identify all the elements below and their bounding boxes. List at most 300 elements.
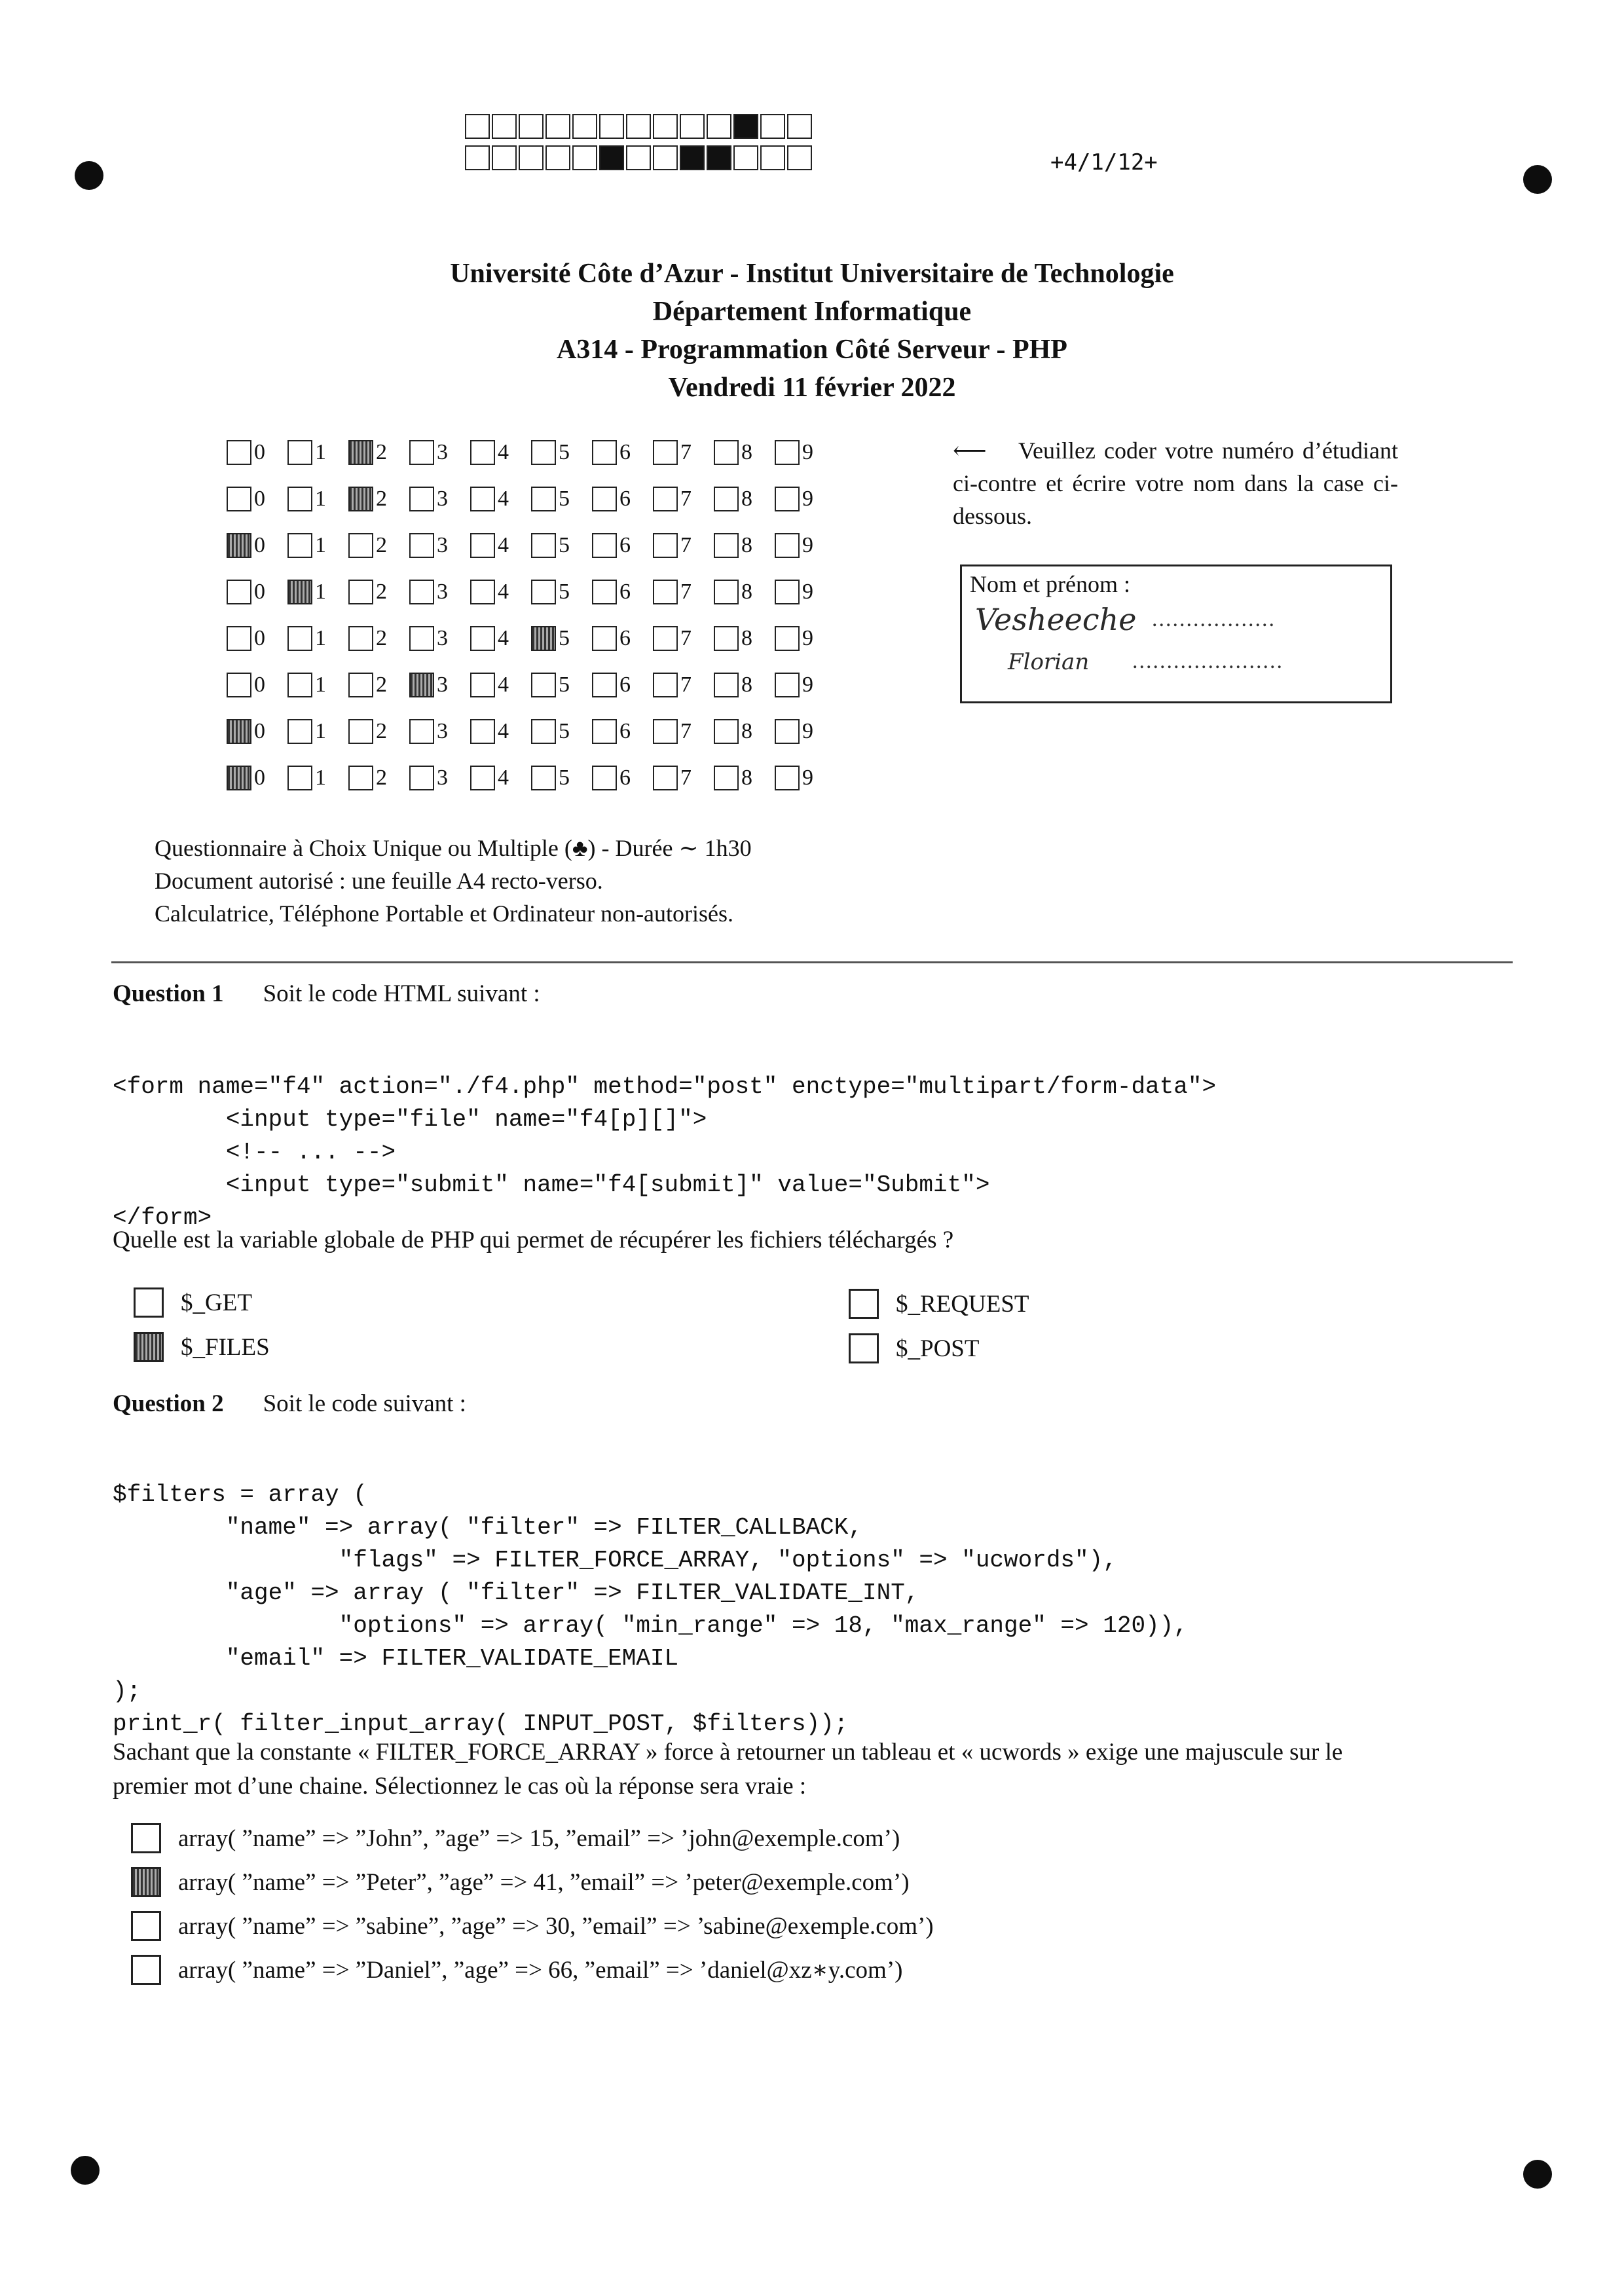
code-line: <form name="f4" action="./f4.php" method="post" enctype="multipart/form-data"> [113,1073,1217,1100]
student-id-digit: 8 [741,625,752,650]
student-id-digit: 6 [619,672,631,697]
student-id-option[interactable] [287,487,348,511]
barcode-cell [707,145,731,170]
student-id-option[interactable] [348,487,409,511]
exam-header [0,255,1624,407]
code-line: <!-- ... --> [113,1139,396,1166]
student-id-digit: 5 [559,718,570,743]
student-id-checkbox[interactable] [775,719,800,744]
student-id-option[interactable] [714,580,775,604]
student-id-checkbox[interactable] [348,719,373,744]
student-id-checkbox[interactable] [227,766,251,790]
student-id-digit: 4 [498,486,509,511]
student-id-option[interactable] [409,719,470,744]
student-id-checkbox[interactable] [775,626,800,651]
student-id-checkbox[interactable] [409,719,434,744]
student-id-checkbox[interactable] [775,487,800,511]
q1-option-label: $_POST [896,1335,980,1362]
student-id-digit: 1 [315,625,326,650]
student-id-option[interactable] [287,719,348,744]
q1-checkbox[interactable] [849,1333,879,1363]
student-id-checkbox[interactable] [531,766,556,790]
student-id-digit: 2 [376,625,387,650]
q1-checkbox[interactable] [134,1287,164,1318]
student-id-checkbox[interactable] [653,766,678,790]
student-id-option[interactable] [531,766,592,790]
student-id-checkbox[interactable] [409,487,434,511]
student-id-option[interactable] [592,487,653,511]
student-id-digit: 7 [680,625,692,650]
student-id-option[interactable] [348,719,409,744]
student-id-digit: 4 [498,765,509,790]
student-id-digit: 1 [315,672,326,697]
student-id-checkbox[interactable] [775,673,800,697]
student-id-digit: 9 [802,625,813,650]
arrow-left-icon: ⟵ [953,437,987,464]
question-2-code [113,1446,1188,1741]
student-id-checkbox[interactable] [653,673,678,697]
student-id-option[interactable] [714,673,775,697]
instructions-text: Veuillez coder votre numéro d’étudiant ci-contre et écrire votre nom dans la case ci-dessous. [953,437,1398,529]
student-id-checkbox[interactable] [531,673,556,697]
exam-info [155,832,752,930]
student-id-option[interactable] [227,673,287,697]
student-id-checkbox[interactable] [348,487,373,511]
question-1-text: Quelle est la variable globale de PHP qui permet de récupérer les fichiers téléchargés ? [113,1227,954,1253]
id-instructions [953,434,1398,532]
student-id-digit: 9 [802,439,813,464]
student-id-option[interactable] [470,719,531,744]
student-id-option[interactable] [227,626,287,651]
student-id-digit: 6 [619,532,631,557]
student-id-digit: 5 [559,439,570,464]
student-id-checkbox[interactable] [287,719,312,744]
student-id-option[interactable] [287,766,348,790]
student-id-option[interactable] [348,580,409,604]
code-line: <input type="submit" name="f4[submit]" value="Submit"> [113,1172,990,1198]
student-id-digit: 3 [437,765,448,790]
student-id-digit: 0 [254,532,265,557]
student-id-option[interactable] [775,766,836,790]
student-id-checkbox[interactable] [592,673,617,697]
student-id-checkbox[interactable] [531,626,556,651]
student-id-checkbox[interactable] [714,533,739,558]
student-id-checkbox[interactable] [348,440,373,465]
student-id-option[interactable] [592,580,653,604]
q1-option-label: $_GET [181,1289,252,1316]
name-field-label: Nom et prénom : [970,571,1130,597]
question-2-text-line: premier mot d’une chaine. Sélectionnez le cas où la réponse sera vraie : [113,1773,807,1800]
barcode-row [465,114,814,139]
student-id-digit: 8 [741,672,752,697]
student-id-digit: 2 [376,486,387,511]
student-id-option[interactable] [653,626,714,651]
question-2-intro: Soit le code suivant : [263,1390,466,1417]
code-line: "flags" => FILTER_FORCE_ARRAY, "options" => "ucwords"), [113,1547,1117,1574]
code-line: "age" => array ( "filter" => FILTER_VALIDATE_INT, [113,1580,919,1606]
student-id-digit: 5 [559,625,570,650]
student-id-row [227,661,836,708]
student-id-digit: 7 [680,579,692,604]
barcode-cell [599,114,624,139]
student-id-digit: 8 [741,439,752,464]
student-id-option[interactable] [775,719,836,744]
student-id-digit: 5 [559,579,570,604]
question-2-text [113,1735,1521,1804]
student-id-digit: 7 [680,672,692,697]
student-id-digit: 7 [680,532,692,557]
barcode-cell [572,114,597,139]
question-1-intro: Soit le code HTML suivant : [263,980,540,1007]
student-id-checkbox[interactable] [227,533,251,558]
student-id-checkbox[interactable] [409,673,434,697]
student-id-digit: 5 [559,765,570,790]
student-id-option[interactable] [653,533,714,558]
student-id-digit: 3 [437,486,448,511]
question-2-text-line: Sachant que la constante « FILTER_FORCE_ARRAY » force à retourner un tableau et « ucwords » exige une majuscule sur le [113,1739,1343,1766]
student-id-checkbox[interactable] [531,487,556,511]
student-id-digit: 7 [680,439,692,464]
student-id-option[interactable] [531,719,592,744]
student-id-option[interactable] [409,440,470,465]
q2-option-label: array( ”name” => ”Daniel”, ”age” => 66, ”email” => ’daniel@xz∗y.com’) [178,1957,903,1984]
barcode-cell [519,114,544,139]
student-id-checkbox[interactable] [287,673,312,697]
student-id-option[interactable] [470,673,531,697]
q2-option-peter[interactable] [131,1867,910,1897]
student-id-row [227,475,836,522]
student-id-checkbox[interactable] [470,487,495,511]
student-id-option[interactable] [409,580,470,604]
student-id-checkbox[interactable] [714,626,739,651]
student-id-option[interactable] [348,626,409,651]
code-line: ); [113,1678,141,1705]
student-id-digit: 4 [498,672,509,697]
student-id-option[interactable] [470,766,531,790]
student-id-option[interactable] [592,440,653,465]
q2-checkbox[interactable] [131,1867,161,1897]
student-id-checkbox[interactable] [775,440,800,465]
student-id-checkbox[interactable] [287,580,312,604]
student-id-digit: 8 [741,532,752,557]
student-id-option[interactable] [775,440,836,465]
student-id-checkbox[interactable] [653,533,678,558]
student-id-digit: 1 [315,439,326,464]
student-id-option[interactable] [470,580,531,604]
student-id-option[interactable] [775,673,836,697]
student-id-checkbox[interactable] [470,626,495,651]
student-id-option[interactable] [470,440,531,465]
student-id-option[interactable] [531,673,592,697]
student-id-option[interactable] [409,766,470,790]
name-field[interactable] [960,565,1392,703]
student-id-digit: 2 [376,439,387,464]
student-id-option[interactable] [714,626,775,651]
student-id-option[interactable] [714,440,775,465]
barcode-cell [519,145,544,170]
student-id-option[interactable] [775,626,836,651]
student-id-option[interactable] [714,533,775,558]
q1-option-files[interactable] [134,1332,270,1362]
student-id-checkbox[interactable] [775,766,800,790]
registration-mark-bottom-left [71,2156,100,2185]
student-id-checkbox[interactable] [470,580,495,604]
barcode-cell [787,145,812,170]
student-id-checkbox[interactable] [227,626,251,651]
student-id-digit: 3 [437,532,448,557]
student-id-checkbox[interactable] [592,487,617,511]
student-id-digit: 1 [315,765,326,790]
student-id-digit: 9 [802,672,813,697]
registration-mark-top-right [1523,165,1552,194]
student-id-checkbox[interactable] [775,580,800,604]
student-id-digit: 2 [376,718,387,743]
student-id-option[interactable] [409,673,470,697]
student-id-row [227,568,836,615]
q2-option-sabine[interactable] [131,1911,934,1941]
q2-option-label: array( ”name” => ”sabine”, ”age” => 30, ”email” => ’sabine@exemple.com’) [178,1912,934,1940]
code-line: <input type="file" name="f4[p][]"> [113,1106,707,1133]
q2-option-daniel[interactable] [131,1955,902,1985]
barcode-cell [787,114,812,139]
student-id-option[interactable] [592,673,653,697]
student-id-option[interactable] [653,580,714,604]
student-id-option[interactable] [348,533,409,558]
student-id-checkbox[interactable] [348,673,373,697]
student-id-option[interactable] [227,580,287,604]
student-id-checkbox[interactable] [592,533,617,558]
q2-option-john[interactable] [131,1823,900,1853]
student-id-option[interactable] [227,487,287,511]
student-id-option[interactable] [227,533,287,558]
question-1-code [113,1038,1216,1234]
code-line: </form> [113,1204,212,1231]
student-id-option[interactable] [592,766,653,790]
student-id-option[interactable] [531,487,592,511]
student-id-checkbox[interactable] [470,673,495,697]
student-id-checkbox[interactable] [714,487,739,511]
student-id-checkbox[interactable] [470,766,495,790]
student-id-option[interactable] [714,719,775,744]
student-id-checkbox[interactable] [470,533,495,558]
student-id-option[interactable] [592,719,653,744]
barcode-cell [492,114,517,139]
barcode-cell [465,145,490,170]
student-id-option[interactable] [227,719,287,744]
student-id-checkbox[interactable] [409,440,434,465]
student-id-option[interactable] [409,487,470,511]
q1-checkbox[interactable] [134,1332,164,1362]
student-id-digit: 7 [680,718,692,743]
exam-info-line: Questionnaire à Choix Unique ou Multiple (♣) - Durée ∼ 1h30 [155,835,752,861]
student-id-option[interactable] [287,626,348,651]
student-id-option[interactable] [287,440,348,465]
student-id-digit: 5 [559,486,570,511]
student-id-checkbox[interactable] [592,766,617,790]
student-id-checkbox[interactable] [592,580,617,604]
student-id-digit: 6 [619,765,631,790]
student-id-checkbox[interactable] [714,766,739,790]
student-id-option[interactable] [714,487,775,511]
student-id-checkbox[interactable] [227,719,251,744]
student-id-digit: 2 [376,532,387,557]
student-id-option[interactable] [653,487,714,511]
q1-option-label: $_REQUEST [896,1290,1029,1318]
q1-option-request[interactable] [849,1289,1029,1319]
question-2-title [113,1390,466,1418]
student-id-digit: 3 [437,579,448,604]
q1-option-post[interactable] [849,1333,979,1363]
student-id-checkbox[interactable] [531,440,556,465]
student-id-checkbox[interactable] [592,626,617,651]
registration-mark-bottom-right [1523,2160,1552,2189]
student-id-checkbox[interactable] [287,440,312,465]
student-id-checkbox[interactable] [348,533,373,558]
student-id-checkbox[interactable] [531,719,556,744]
student-id-digit: 9 [802,486,813,511]
barcode-row [465,145,814,170]
student-id-option[interactable] [714,766,775,790]
student-id-checkbox[interactable] [227,580,251,604]
student-id-checkbox[interactable] [714,719,739,744]
student-id-checkbox[interactable] [409,533,434,558]
student-id-option[interactable] [653,673,714,697]
student-id-option[interactable] [348,673,409,697]
barcode-cell [626,114,651,139]
student-id-checkbox[interactable] [227,440,251,465]
student-id-digit: 3 [437,718,448,743]
code-line: print_r( filter_input_array( INPUT_POST, $filters)); [113,1711,849,1737]
student-id-checkbox[interactable] [653,440,678,465]
q2-checkbox[interactable] [131,1911,161,1941]
student-id-option[interactable] [531,580,592,604]
student-id-option[interactable] [653,719,714,744]
student-id-checkbox[interactable] [592,719,617,744]
student-id-option[interactable] [775,487,836,511]
q2-checkbox[interactable] [131,1955,161,1985]
exam-info-line: Calculatrice, Téléphone Portable et Ordinateur non-autorisés. [155,900,734,927]
student-id-digit: 5 [559,532,570,557]
student-id-option[interactable] [227,766,287,790]
student-id-option[interactable] [348,766,409,790]
q1-option-label: $_FILES [181,1333,270,1361]
student-id-option[interactable] [287,673,348,697]
student-id-digit: 6 [619,718,631,743]
student-id-option[interactable] [653,440,714,465]
student-id-digit: 1 [315,718,326,743]
student-id-option[interactable] [227,440,287,465]
student-id-option[interactable] [287,580,348,604]
barcode-cell [653,114,678,139]
student-id-digit: 1 [315,532,326,557]
student-id-checkbox[interactable] [470,440,495,465]
student-id-checkbox[interactable] [653,487,678,511]
barcode-cell [599,145,624,170]
student-id-option[interactable] [531,533,592,558]
student-id-digit: 0 [254,625,265,650]
student-id-option[interactable] [531,626,592,651]
q1-checkbox[interactable] [849,1289,879,1319]
question-1-label: Question 1 [113,980,224,1007]
student-id-option[interactable] [775,533,836,558]
student-id-checkbox[interactable] [714,580,739,604]
department-title: Département Informatique [652,297,972,327]
student-id-checkbox[interactable] [714,440,739,465]
student-id-option[interactable] [470,533,531,558]
q2-checkbox[interactable] [131,1823,161,1853]
student-id-checkbox[interactable] [287,626,312,651]
student-id-checkbox[interactable] [409,580,434,604]
student-id-option[interactable] [592,533,653,558]
student-id-checkbox[interactable] [348,766,373,790]
student-id-checkbox[interactable] [653,719,678,744]
student-id-checkbox[interactable] [775,533,800,558]
barcode-cell [760,114,785,139]
student-id-option[interactable] [531,440,592,465]
student-id-digit: 6 [619,486,631,511]
student-id-digit: 0 [254,672,265,697]
student-id-option[interactable] [470,626,531,651]
student-id-row [227,615,836,661]
student-id-checkbox[interactable] [348,626,373,651]
student-id-digit: 9 [802,718,813,743]
student-id-option[interactable] [348,440,409,465]
student-id-digit: 2 [376,765,387,790]
barcode-cell [572,145,597,170]
name-dotted-line-1: .................. [1152,607,1276,631]
student-id-digit: 8 [741,718,752,743]
student-id-option[interactable] [775,580,836,604]
student-id-option[interactable] [653,766,714,790]
student-id-checkbox[interactable] [470,719,495,744]
student-id-digit: 0 [254,486,265,511]
student-id-digit: 0 [254,718,265,743]
student-id-option[interactable] [287,533,348,558]
student-id-option[interactable] [409,533,470,558]
student-id-digit: 8 [741,579,752,604]
barcode-cell [465,114,490,139]
student-id-checkbox[interactable] [409,626,434,651]
student-id-checkbox[interactable] [714,673,739,697]
barcode-cell [733,114,758,139]
q1-option-get[interactable] [134,1287,252,1318]
barcode-cell [545,145,570,170]
student-id-digit: 5 [559,672,570,697]
student-id-option[interactable] [470,487,531,511]
student-id-checkbox[interactable] [653,580,678,604]
student-id-option[interactable] [409,626,470,651]
student-id-checkbox[interactable] [227,673,251,697]
barcode-cell [626,145,651,170]
course-title: A314 - Programmation Côté Serveur - PHP [557,335,1067,365]
student-id-checkbox[interactable] [409,766,434,790]
student-id-checkbox[interactable] [227,487,251,511]
code-line: "name" => array( "filter" => FILTER_CALLBACK, [113,1514,862,1541]
student-id-digit: 9 [802,765,813,790]
student-id-checkbox[interactable] [592,440,617,465]
student-id-checkbox[interactable] [287,766,312,790]
student-id-checkbox[interactable] [653,626,678,651]
student-id-checkbox[interactable] [287,487,312,511]
student-id-digit: 1 [315,579,326,604]
student-id-checkbox[interactable] [348,580,373,604]
student-id-digit: 2 [376,672,387,697]
student-id-checkbox[interactable] [287,533,312,558]
barcode-cell [653,145,678,170]
student-id-option[interactable] [592,626,653,651]
student-id-checkbox[interactable] [531,533,556,558]
student-id-checkbox[interactable] [531,580,556,604]
